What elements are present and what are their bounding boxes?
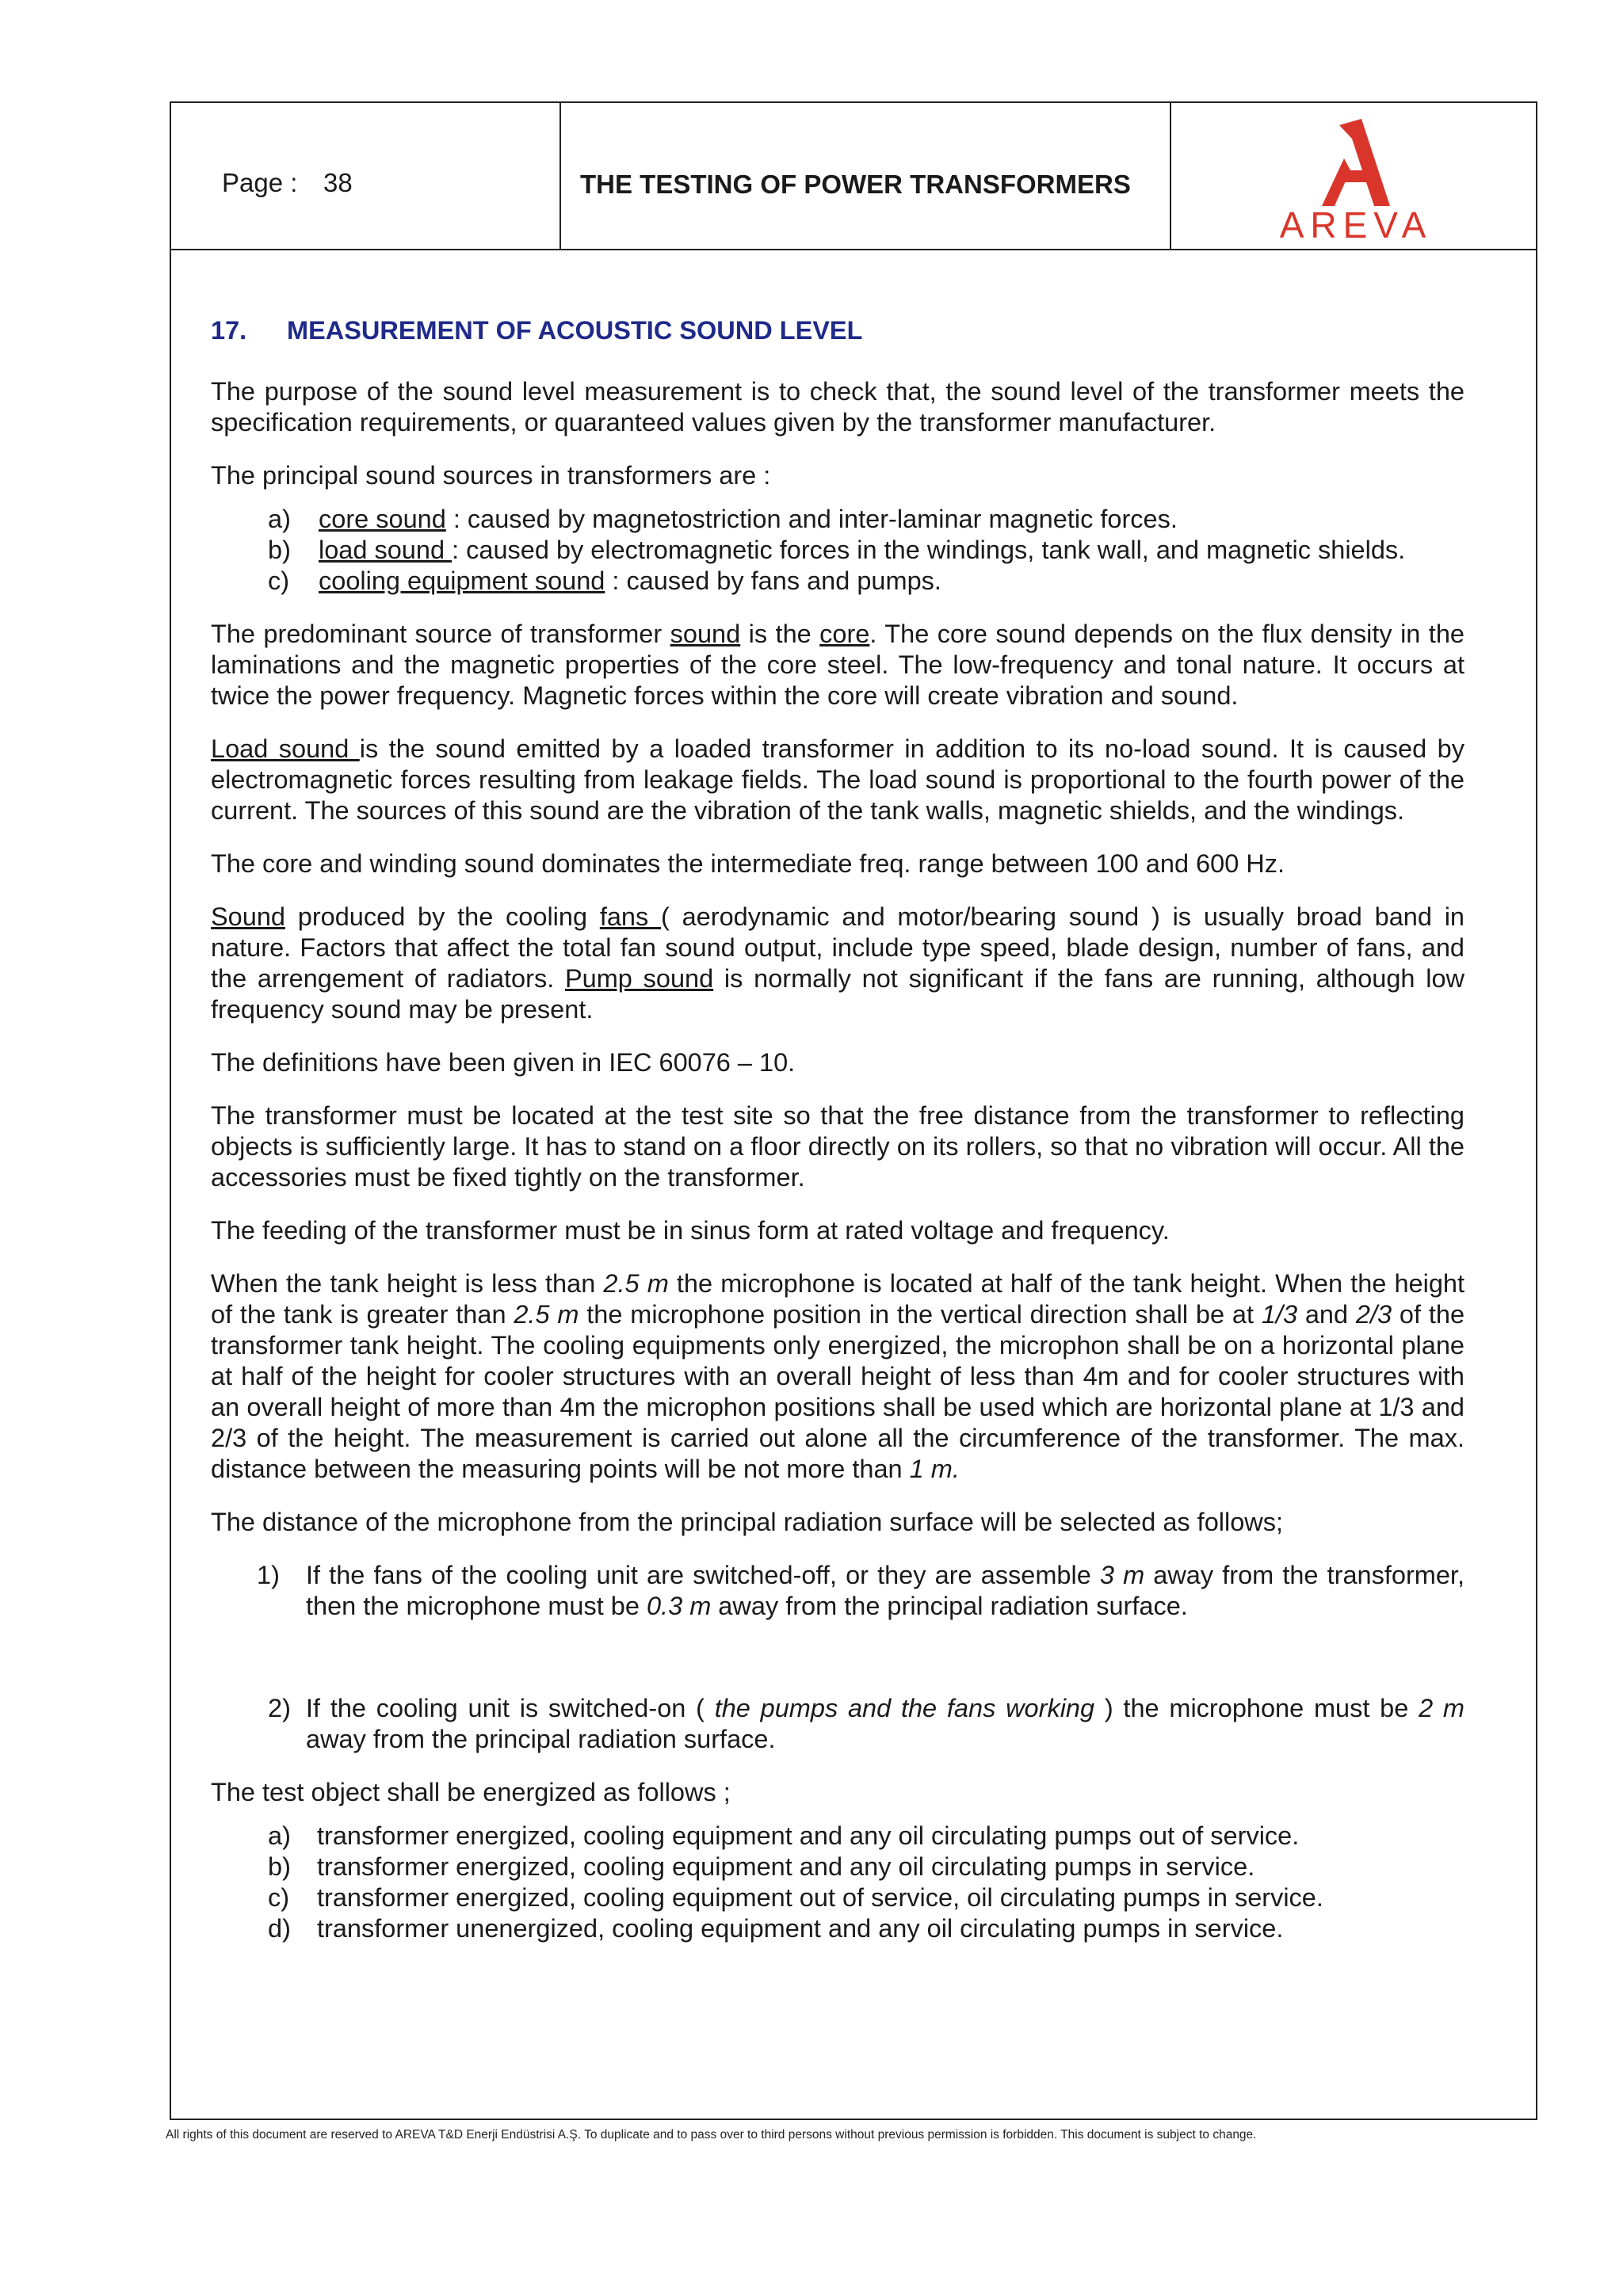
paragraph-energized-intro: The test object shall be energized as follows ; <box>211 1778 731 1806</box>
paragraph-predominant: The predominant source of transformer sound is the core. The core sound depends on the flux density in the laminations and the magnetic properties of the core steel. The low-frequency and tonal nature. It occurs at twice the power frequency. Magnetic forces within the core will create vibration and sound. <box>211 620 1465 710</box>
doc-title-cell <box>561 103 1171 249</box>
sound-sources-list <box>211 504 1465 597</box>
page-header <box>171 103 1536 250</box>
logo-text: AREVA <box>1279 204 1433 246</box>
source-term: load sound <box>319 536 453 564</box>
paragraph-fans: Sound produced by the cooling fans ( aerodynamic and motor/bearing sound ) is usually broad band in nature. Factors that affect the total fan sound output, include type speed, blade design, number of fans, and the arrengement of radiators. Pump sound is normally not significant if the fans are running, although low frequency sound may be present. <box>211 902 1465 1024</box>
energized-list <box>211 1821 1465 1944</box>
main-content <box>211 315 1465 1966</box>
list-item: b) load sound : caused by electromagnetic forces in the windings, tank wall, and magnetic shields. <box>268 536 1406 564</box>
areva-logo <box>1243 111 1472 246</box>
section-number: 17. <box>211 316 247 345</box>
page-number-cell <box>171 103 561 249</box>
doc-title: THE TESTING OF POWER TRANSFORMERS <box>580 170 1131 199</box>
list-item: c) cooling equipment sound : caused by fans and pumps. <box>268 566 941 595</box>
page-frame <box>170 101 1537 2120</box>
list-item: c) transformer energized, cooling equipment out of service, oil circulating pumps in service. <box>268 1883 1323 1912</box>
section-title: MEASUREMENT OF ACOUSTIC SOUND LEVEL <box>287 316 863 345</box>
paragraph-load-sound: Load sound is the sound emitted by a loaded transformer in addition to its no-load sound. It is caused by electromagnetic forces resulting from leakage fields. The load sound is proportional to the fourth power of the current. The sources of this sound are the vibration of the tank walls, magnetic shields, and the windings. <box>211 734 1465 825</box>
paragraph-feeding: The feeding of the transformer must be in sinus form at rated voltage and frequency. <box>211 1216 1170 1245</box>
paragraph-location: The transformer must be located at the test site so that the free distance from the transformer to reflecting objects is sufficiently large. It has to stand on a floor directly on its rollers, so that no vibration will occur. All the accessories must be fixed tightly on the transformer. <box>211 1101 1465 1192</box>
list-item: b) transformer energized, cooling equipment and any oil circulating pumps in service. <box>268 1852 1255 1881</box>
distance-item: 2) If the cooling unit is switched-on ( the pumps and the fans working ) the microphone must be 2 m away from the principal radiation surface. <box>268 1694 1465 1753</box>
section-heading <box>211 315 1465 346</box>
source-term: cooling equipment sound <box>319 566 605 595</box>
page-label: Page : <box>222 168 298 197</box>
distance-item: 1) If the fans of the cooling unit are switched-off, or they are assemble 3 m away from the transformer, then the microphone must be 0.3 m away from the principal radiation surface. <box>257 1561 1465 1620</box>
paragraph-height: When the tank height is less than 2.5 m the microphone is located at half of the tank height. When the height of the tank is greater than 2.5 m the microphone position in the vertical direction shall be at 1/3 and 2/3 of the transformer tank height. The cooling equipments only energized, the microphon shall be on a horizontal plane at half of the height for cooler structures with an overall height of less than 4m and for cooler structures with an overall height of more than 4m the microphon positions shall be used which are horizontal plane at 1/3 and 2/3 of the height. The measurement is carried out alone all the circumference of the transformer. The max. distance between the measuring points will be not more than 1 m. <box>211 1269 1465 1483</box>
paragraph-definitions: The definitions have been given in IEC 60076 – 10. <box>211 1048 796 1077</box>
paragraph-purpose: The purpose of the sound level measurement is to check that, the sound level of the transformer meets the specification requirements, or quaranteed values given by the transformer manufacturer. <box>211 377 1465 437</box>
paragraph-sources-intro: The principal sound sources in transformers are : <box>211 461 771 490</box>
paragraph-frequency: The core and winding sound dominates the intermediate freq. range between 100 and 600 Hz. <box>211 849 1285 878</box>
list-item: d) transformer unenergized, cooling equipment and any oil circulating pumps in service. <box>268 1914 1284 1943</box>
copyright-footer: All rights of this document are reserved to AREVA T&D Enerji Endüstrisi A.Ş. To duplicate and to pass over to third persons without previous permission is forbidden. This document is subject to change. <box>166 2128 1257 2142</box>
source-term: core sound <box>319 505 446 533</box>
list-item: a) core sound : caused by magnetostriction and inter-laminar magnetic forces. <box>268 505 1178 533</box>
paragraph-distance: The distance of the microphone from the principal radiation surface will be selected as follows; <box>211 1508 1284 1536</box>
page-number: 38 <box>323 168 353 197</box>
list-item: a) transformer energized, cooling equipment and any oil circulating pumps out of service. <box>268 1821 1300 1850</box>
logo-cell <box>1171 103 1537 249</box>
